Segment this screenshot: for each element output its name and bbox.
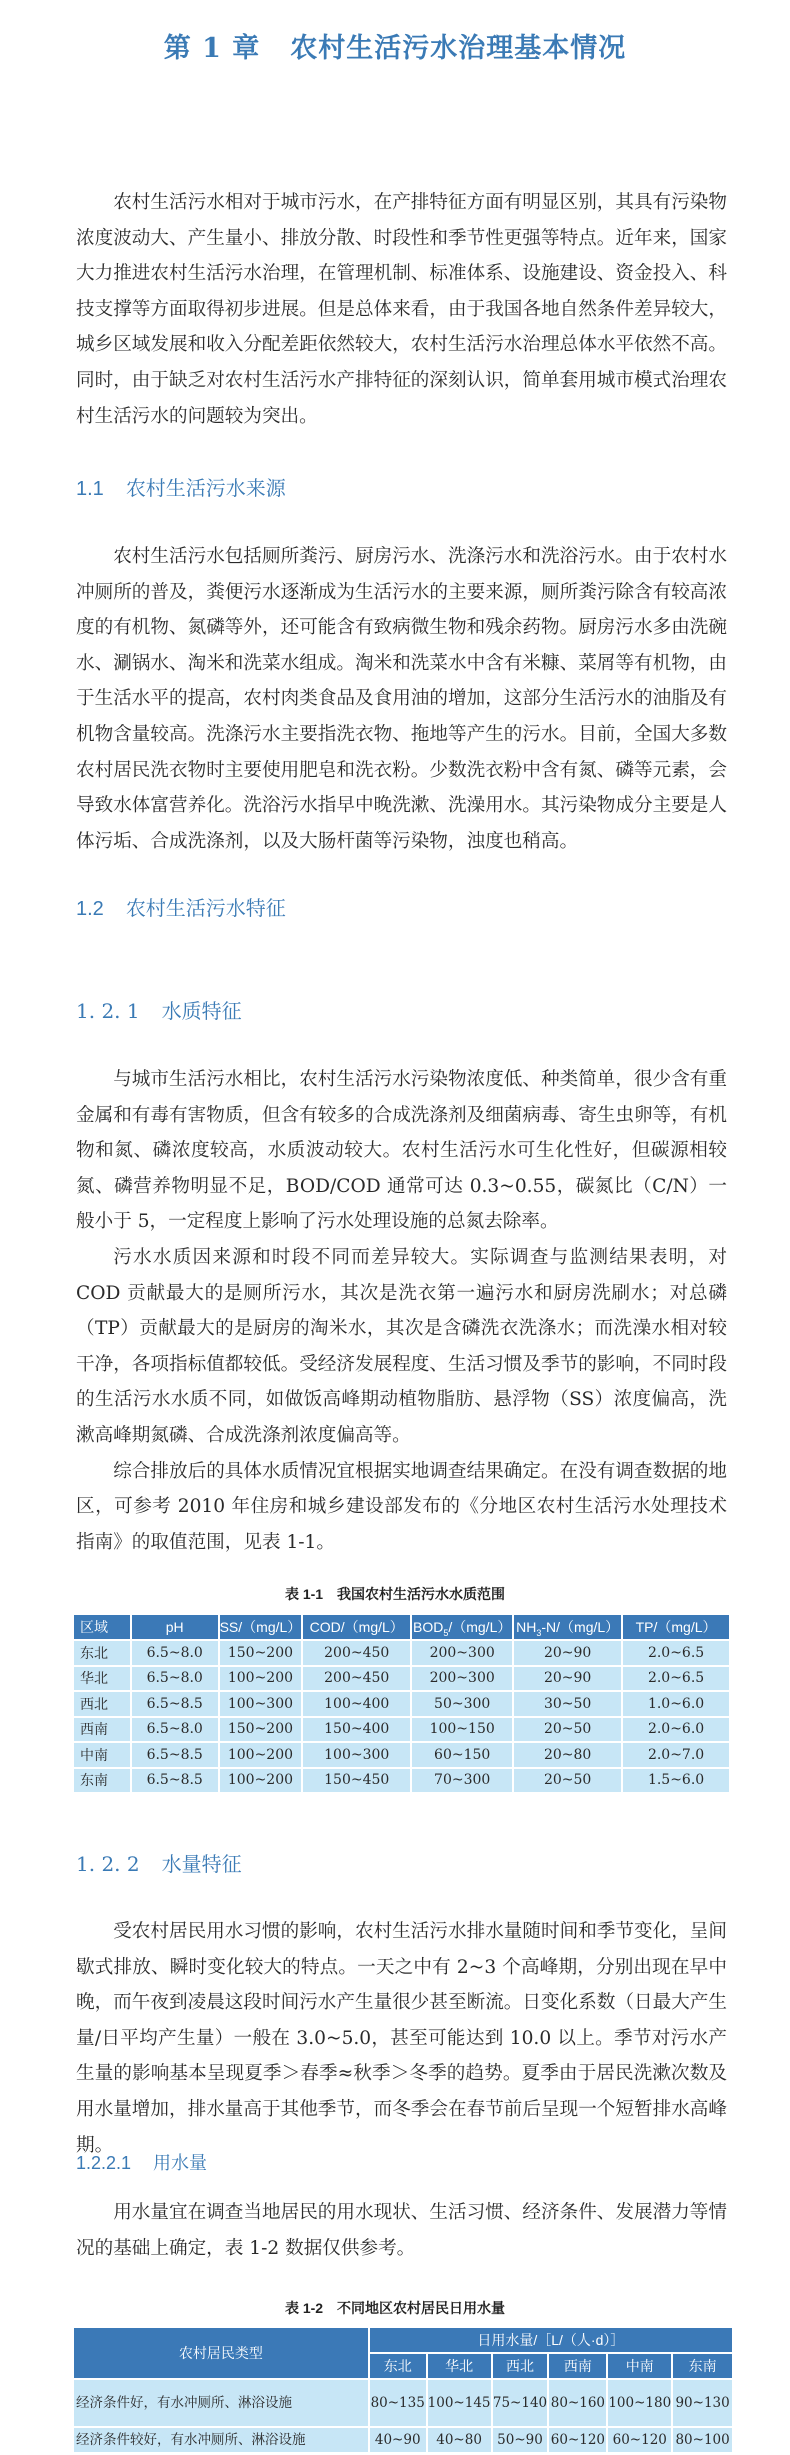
chapter-title-text: 农村生活污水治理基本情况 — [290, 33, 627, 64]
table-row — [74, 1743, 729, 1767]
resident-type-cell: 经济条件好，有水冲厕所、淋浴设施 — [74, 2380, 368, 2426]
value-cell: 70~300 — [412, 1769, 512, 1793]
table-1-1-caption: 表 1-1 我国农村生活污水水质范围 — [284, 1586, 506, 1602]
section-title: 农村生活污水来源 — [125, 478, 286, 500]
value-cell: 2.0~7.0 — [623, 1743, 729, 1767]
value-cell: 40~80 — [428, 2428, 491, 2452]
region-cell: 华北 — [74, 1667, 130, 1691]
paragraph: 综合排放后的具体水质情况宜根据实地调查结果确定。在没有调查数据的地区，可参考 2010 年住房和城乡建设部发布的《分地区农村生活污水处理技术指南》的取值范围，见表 1-1。 — [76, 1460, 727, 1553]
section-title: 水量特征 — [161, 1852, 242, 1876]
value-cell: 100~145 — [428, 2380, 491, 2426]
table-1-1 — [72, 1613, 731, 1794]
value-cell: 100~300 — [303, 1743, 410, 1767]
section-number: 1.1 — [76, 478, 104, 500]
region-cell: 东南 — [74, 1769, 130, 1793]
section-heading-1-2-2 — [76, 1848, 242, 1877]
region-header: 西北 — [493, 2354, 548, 2378]
section-heading-1-2-2-1 — [76, 2149, 207, 2175]
value-cell: 1.0~6.0 — [623, 1692, 729, 1716]
value-cell: 6.5~8.0 — [132, 1718, 218, 1742]
section-title: 用水量 — [153, 2153, 208, 2173]
value-cell: 100~300 — [220, 1692, 302, 1716]
value-cell: 6.5~8.5 — [132, 1743, 218, 1767]
section-title: 农村生活污水特征 — [125, 898, 286, 920]
value-cell: 40~90 — [370, 2428, 426, 2452]
section-1-2-2-1-paragraph: 用水量宜在调查当地居民的用水现状、生活习惯、经济条件、发展潜力等情况的基础上确定，表 1-2 数据仅供参考。 — [76, 2202, 727, 2259]
value-cell: 6.5~8.0 — [132, 1667, 218, 1691]
table-header-row — [74, 1615, 729, 1639]
value-cell: 200~300 — [412, 1667, 512, 1691]
value-cell: 150~200 — [220, 1718, 302, 1742]
region-cell: 中南 — [74, 1743, 130, 1767]
value-cell: 60~150 — [412, 1743, 512, 1767]
section-1-2-2-paragraph: 受农村居民用水习惯的影响，农村生活污水排水量随时间和季节变化，呈间歇式排放、瞬时变化较大的特点。一天之中有 2~3 个高峰期，分别出现在早中晚，而午夜到凌晨这段时间污水产生量很少甚至断流。日变化系数（日最大产生量/日平均产生量）一般在 3.0~5.0，甚至可能达到 10.0 以上。季节对污水产生量的影响基本呈现夏季＞春季≈秋季＞冬季的趋势。夏季由于居民洗漱次数及用水量增加，排水量高于其他季节，而冬季会在春节前后呈现一个短暂排水高峰期。 — [76, 1921, 727, 2156]
table-row — [74, 1692, 729, 1716]
value-cell: 60~120 — [549, 2428, 606, 2452]
group-header: 日用水量/［L/（人·d）］ — [370, 2328, 732, 2352]
region-cell: 东北 — [74, 1641, 130, 1665]
section-number: 1.2 — [76, 898, 104, 920]
value-cell: 60~120 — [608, 2428, 671, 2452]
section-heading-1-1 — [76, 472, 286, 501]
value-cell: 150~450 — [303, 1769, 410, 1793]
value-cell: 6.5~8.0 — [132, 1641, 218, 1665]
value-cell: 2.0~6.0 — [623, 1718, 729, 1742]
region-cell: 西北 — [74, 1692, 130, 1716]
value-cell: 90~130 — [673, 2380, 732, 2426]
section-number: 1.2.2.1 — [76, 2153, 132, 2173]
region-header: 东南 — [673, 2354, 732, 2378]
header-cell: 区域 — [74, 1615, 130, 1639]
value-cell: 200~450 — [303, 1641, 410, 1665]
intro-paragraph: 农村生活污水相对于城市污水，在产排特征方面有明显区别，其具有污染物浓度波动大、产生量小、排放分散、时段性和季节性更强等特点。近年来，国家大力推进农村生活污水治理，在管理机制、标准体系、设施建设、资金投入、科技支撑等方面取得初步进展。但是总体来看，由于我国各地自然条件差异较大，城乡区域发展和收入分配差距依然较大，农村生活污水治理总体水平依然不高。同时，由于缺乏对农村生活污水产排特征的深刻认识，简单套用城市模式治理农村生活污水的问题较为突出。 — [76, 192, 727, 427]
value-cell: 100~200 — [220, 1667, 302, 1691]
header-cell: SS/（mg/L） — [220, 1615, 302, 1639]
value-cell: 150~400 — [303, 1718, 410, 1742]
section-number: 1. 2. 1 — [76, 999, 140, 1023]
type-header: 农村居民类型 — [74, 2328, 368, 2378]
value-cell: 100~200 — [220, 1769, 302, 1793]
value-cell: 20~50 — [514, 1718, 621, 1742]
value-cell: 80~160 — [549, 2380, 606, 2426]
paragraph: 与城市生活污水相比，农村生活污水污染物浓度低、种类简单，很少含有重金属和有毒有害物质，但含有较多的合成洗涤剂及细菌病毒、寄生虫卵等，有机物和氮、磷浓度较高，水质波动较大。农村生活污水可生化性好，但碳源相较氮、磷营养物明显不足，BOD/COD 通常可达 0.3~0.55，碳氮比（C/N）一般小于 5，一定程度上影响了污水处理设施的总氮去除率。 — [76, 1069, 727, 1233]
region-header: 中南 — [608, 2354, 671, 2378]
chapter-title — [0, 26, 790, 65]
table-row — [74, 1667, 729, 1691]
value-cell: 80~135 — [370, 2380, 426, 2426]
value-cell: 6.5~8.5 — [132, 1769, 218, 1793]
value-cell: 6.5~8.5 — [132, 1692, 218, 1716]
section-title: 水质特征 — [161, 999, 242, 1023]
region-header: 华北 — [428, 2354, 491, 2378]
table-row — [74, 2380, 732, 2426]
value-cell: 150~200 — [220, 1641, 302, 1665]
paragraph: 污水水质因来源和时段不同而差异较大。实际调查与监测结果表明，对 COD 贡献最大的是厕所污水，其次是洗衣第一遍污水和厨房洗刷水；对总磷（TP）贡献最大的是厨房的淘米水，其次是含磷洗衣洗涤水；而洗澡水相对较干净，各项指标值都较低。受经济发展程度、生活习惯及季节的影响，不同时段的生活污水水质不同，如做饭高峰期动植物脂肪、悬浮物（SS）浓度偏高，洗漱高峰期氮磷、合成洗涤剂浓度偏高等。 — [76, 1246, 727, 1446]
value-cell: 2.0~6.5 — [623, 1667, 729, 1691]
section-1-2-1-body — [0, 1062, 727, 1560]
value-cell: 100~150 — [412, 1718, 512, 1742]
section-heading-1-2 — [76, 892, 286, 921]
region-header: 东北 — [370, 2354, 426, 2378]
resident-type-cell: 经济条件较好，有水冲厕所、淋浴设施 — [74, 2428, 368, 2452]
section-number: 1. 2. 2 — [76, 1852, 140, 1876]
table-row — [74, 2428, 732, 2452]
table-1-2 — [72, 2326, 734, 2454]
header-cell: pH — [132, 1615, 218, 1639]
table-row — [74, 1641, 729, 1665]
value-cell: 100~200 — [220, 1743, 302, 1767]
value-cell: 100~400 — [303, 1692, 410, 1716]
section-heading-1-2-1 — [76, 995, 242, 1024]
value-cell: 50~300 — [412, 1692, 512, 1716]
value-cell: 1.5~6.0 — [623, 1769, 729, 1793]
section-1-1-paragraph: 农村生活污水包括厕所粪污、厨房污水、洗涤污水和洗浴污水。由于农村水冲厕所的普及，粪便污水逐渐成为生活污水的主要来源，厕所粪污除含有较高浓度的有机物、氮磷等外，还可能含有致病微生物和残余药物。厨房污水多由洗碗水、涮锅水、淘米和洗菜水组成。淘米和洗菜水中含有米糠、菜屑等有机物，由于生活水平的提高，农村肉类食品及食用油的增加，这部分生活污水的油脂及有机物含量较高。洗涤污水主要指洗衣物、拖地等产生的污水。目前，全国大多数农村居民洗衣物时主要使用肥皂和洗衣粉。少数洗衣粉中含有氮、磷等元素，会导致水体富营养化。洗浴污水指早中晚洗漱、洗澡用水。其污染物成分主要是人体污垢、合成洗涤剂，以及大肠杆菌等污染物，浊度也稍高。 — [76, 546, 727, 852]
region-header: 西南 — [549, 2354, 606, 2378]
header-cell: $NH_3-N/(mg/L)$ — [514, 1615, 621, 1639]
value-cell: 20~90 — [514, 1641, 621, 1665]
region-cell: 西南 — [74, 1718, 130, 1742]
value-cell: 20~50 — [514, 1769, 621, 1793]
value-cell: 2.0~6.5 — [623, 1641, 729, 1665]
value-cell: 20~90 — [514, 1667, 621, 1691]
chapter-number: 第 1 章 — [163, 33, 261, 64]
table-1-2-caption: 表 1-2 不同地区农村居民日用水量 — [284, 2300, 506, 2316]
table-row — [74, 1718, 729, 1742]
value-cell: 200~300 — [412, 1641, 512, 1665]
value-cell: 75~140 — [493, 2380, 548, 2426]
value-cell: 30~50 — [514, 1692, 621, 1716]
value-cell: 100~180 — [608, 2380, 671, 2426]
table-row — [74, 1769, 729, 1793]
header-cell: $BOD_5/(mg/L)$ — [412, 1615, 512, 1639]
value-cell: 50~90 — [493, 2428, 548, 2452]
value-cell: 20~80 — [514, 1743, 621, 1767]
value-cell: 80~100 — [673, 2428, 732, 2452]
header-cell: COD/（mg/L） — [303, 1615, 410, 1639]
header-cell: TP/（mg/L） — [623, 1615, 729, 1639]
value-cell: 200~450 — [303, 1667, 410, 1691]
